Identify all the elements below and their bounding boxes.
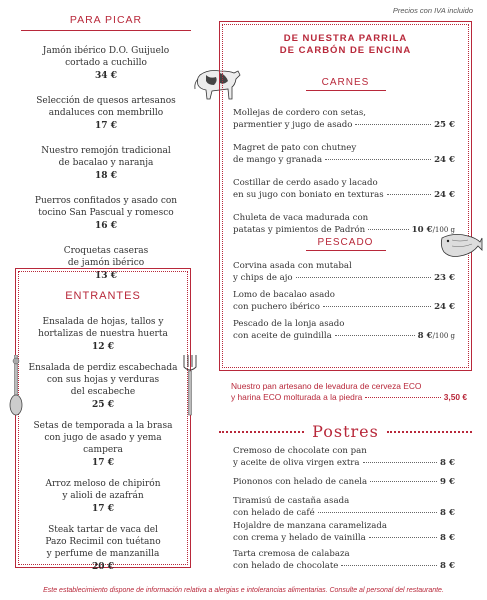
price-value: 25 € <box>434 119 455 130</box>
pescado-item <box>233 261 455 284</box>
picar-item-price: 16 € <box>95 221 117 231</box>
postre-item <box>233 477 455 489</box>
picar-item <box>20 145 192 182</box>
pescado-item-price <box>434 273 455 285</box>
dot-leader <box>370 481 437 482</box>
postre-item-price: 8 € <box>440 457 455 468</box>
pescado-title: PESCADO <box>219 237 472 251</box>
dot-leader <box>369 537 437 538</box>
iva-note: Precios con IVA incluido <box>392 6 473 15</box>
pescado-item-line: Pescado de la lonja asado <box>233 319 345 329</box>
entrante-item <box>23 420 183 469</box>
picar-item-line: andaluces con membrillo <box>48 108 164 118</box>
dot-leader <box>325 159 431 160</box>
entrante-item-line: Ensalada de perdiz escabechada <box>28 363 178 373</box>
carne-item-desc: patatas y pimientos de Padrón <box>233 224 366 235</box>
entrante-item-line: hortalizas de nuestra huerta <box>38 329 168 339</box>
entrante-item <box>23 316 183 353</box>
pescado-item-price <box>418 331 455 343</box>
price-unit: /100 g <box>432 225 455 234</box>
postre-item-line2 <box>233 508 455 520</box>
dot-leader <box>387 194 431 195</box>
entrante-item-price: 17 € <box>92 458 114 468</box>
carnes-title: CARNES <box>219 77 472 91</box>
entrante-item-price: 20 € <box>92 562 114 572</box>
fish-icon <box>438 228 484 268</box>
postre-item <box>233 496 455 519</box>
picar-item-price: 18 € <box>95 171 117 181</box>
picar-item-line: de jamón ibérico <box>67 258 145 268</box>
dot-leader <box>296 277 431 278</box>
postre-item-price: 8 € <box>440 507 455 518</box>
entrante-item <box>23 362 183 411</box>
entrante-item-line: del escabeche <box>70 387 136 397</box>
postre-item-line: Tiramisú de castaña asada <box>233 496 350 506</box>
dot-leader <box>355 124 431 125</box>
pescado-item <box>233 319 455 342</box>
price-value: 8 € <box>417 330 433 341</box>
pescado-item <box>233 290 455 313</box>
postre-item-desc: Piononos con helado de canela <box>233 477 368 487</box>
dot-leader <box>318 512 437 513</box>
spoon-icon <box>8 355 24 417</box>
dot-leader <box>341 565 437 566</box>
carne-item-price <box>434 190 455 202</box>
dot-leader <box>335 335 415 336</box>
carne-item-line2 <box>233 225 455 237</box>
postre-item-price: 9 € <box>440 477 455 487</box>
postre-item <box>233 521 455 544</box>
picar-item-line: Nuestro remojón tradicional <box>41 146 171 156</box>
carne-item-price <box>434 120 455 132</box>
postre-item-line: Cremoso de chocolate con pan <box>233 446 367 456</box>
entrante-item-line: y perfume de manzanilla <box>46 549 160 559</box>
postre-item-price: 8 € <box>440 532 455 543</box>
entrante-item-line: con sus hojas y verduras <box>46 375 160 385</box>
entrante-item-price: 17 € <box>92 504 114 514</box>
carne-item <box>233 178 455 201</box>
carne-item-line2 <box>233 190 455 202</box>
entrante-item-price: 25 € <box>92 400 114 410</box>
picar-item-price: 13 € <box>95 271 117 281</box>
pescado-item-desc: con aceite de guindilla <box>233 330 332 341</box>
pan-note: Nuestro pan artesano de levadura de cerveza ECO y harina ECO molturada a la piedra 3,50 € <box>231 381 467 402</box>
carne-item-line: Chuleta de vaca madurada con <box>233 213 369 223</box>
pescado-item-line2 <box>233 302 455 314</box>
postre-item-desc: con helado de chocolate <box>233 560 339 571</box>
carne-item-desc: en su jugo con boniato en texturas <box>233 189 384 200</box>
entrante-item-line: con jugo de asado y yema <box>44 433 162 443</box>
picar-item-line: tocino San Pascual y romesco <box>38 208 174 218</box>
postre-item <box>233 549 455 572</box>
picar-item-line: Jamón ibérico D.O. Guijuelo <box>42 46 170 56</box>
postre-item-line2 <box>233 561 455 573</box>
postre-item-line: Tarta cremosa de calabaza <box>233 549 350 559</box>
price-unit: /100 g <box>432 331 455 340</box>
picar-item <box>20 45 192 82</box>
entrante-item-line: Arroz meloso de chipirón <box>45 479 161 489</box>
postre-item-line2 <box>233 477 455 489</box>
dot-leader <box>323 306 431 307</box>
carne-item-line: Magret de pato con chutney <box>233 143 357 153</box>
entrante-item-line: Setas de temporada a la brasa <box>33 421 173 431</box>
postre-item-desc: con helado de café <box>233 507 315 518</box>
picar-item <box>20 195 192 232</box>
postres-title: Postres <box>312 422 379 441</box>
postre-item-line2 <box>233 533 455 545</box>
postre-item-price: 8 € <box>440 560 455 571</box>
pescado-item-line: Corvina asada con mutabal <box>233 261 352 271</box>
carne-item-price <box>434 155 455 167</box>
pescado-item-desc: con puchero ibérico <box>233 301 320 312</box>
carne-item-line: Mollejas de cordero con setas, <box>233 108 366 118</box>
entrante-item <box>23 524 183 573</box>
pescado-item-price <box>434 302 455 314</box>
picar-item-line: Croquetas caseras <box>63 246 149 256</box>
price-value: 24 € <box>434 301 455 312</box>
carne-item-desc: de mango y granada <box>233 154 323 165</box>
entrante-item-line: Steak tartar de vaca del <box>48 525 158 535</box>
carne-item-line2 <box>233 120 455 132</box>
postre-item-desc: y aceite de oliva virgen extra <box>233 457 360 468</box>
entrante-item-line: campera <box>83 445 123 455</box>
para-picar-section <box>20 14 192 295</box>
entrante-item-price: 12 € <box>92 342 114 352</box>
entrante-item <box>23 478 183 515</box>
carne-item-line: Costillar de cerdo asado y lacado <box>233 178 378 188</box>
carne-item-desc: parmentier y jugo de asado <box>233 119 353 130</box>
carne-item <box>233 213 455 236</box>
price-value: 24 € <box>434 154 455 165</box>
entrante-item-line: Ensalada de hojas, tallos y <box>42 317 164 327</box>
entrante-item-line: y alioli de azafrán <box>62 491 144 501</box>
carne-item-line2 <box>233 155 455 167</box>
entrante-item-line: Pazo Recimil con tuétano <box>45 537 161 547</box>
carne-item <box>233 108 455 131</box>
picar-item-line: cortado a cuchillo <box>65 58 147 68</box>
picar-item-line: Puerros confitados y asado con <box>34 196 178 206</box>
picar-item-price: 34 € <box>95 71 117 81</box>
price-value: 23 € <box>434 272 455 283</box>
price-value: 24 € <box>434 189 455 200</box>
picar-item-price: 17 € <box>95 121 117 131</box>
pescado-item-line2 <box>233 331 455 343</box>
dot-leader <box>363 462 438 463</box>
pescado-item-line2 <box>233 273 455 285</box>
postre-item <box>233 446 455 469</box>
allergy-footer: Este establecimiento dispone de información relativa a alergias e intolerancias alimentarias. Consulte al personal del restaurante. <box>43 587 444 594</box>
carne-item <box>233 143 455 166</box>
parrilla-title: DE NUESTRA PARRILA DE CARBÓN DE ENCINA <box>279 33 412 56</box>
postre-item-line2 <box>233 458 455 470</box>
picar-item-line: de bacalao y naranja <box>58 158 154 168</box>
entrantes-frame <box>15 268 191 572</box>
postre-item-desc: con crema y helado de vainilla <box>233 532 366 543</box>
pescado-item-desc: y chips de ajo <box>233 272 293 283</box>
fork-icon <box>183 355 197 417</box>
entrantes-title: ENTRANTES <box>65 290 141 302</box>
picar-item <box>20 95 192 132</box>
dot-leader <box>368 229 408 230</box>
pescado-item-line: Lomo de bacalao asado <box>233 290 335 300</box>
para-picar-title: PARA PICAR <box>20 14 192 31</box>
postre-item-line: Hojaldre de manzana caramelizada <box>233 521 387 531</box>
picar-item-line: Selección de quesos artesanos <box>36 96 176 106</box>
postres-heading <box>219 422 472 441</box>
price-value: 10 € <box>411 224 433 235</box>
